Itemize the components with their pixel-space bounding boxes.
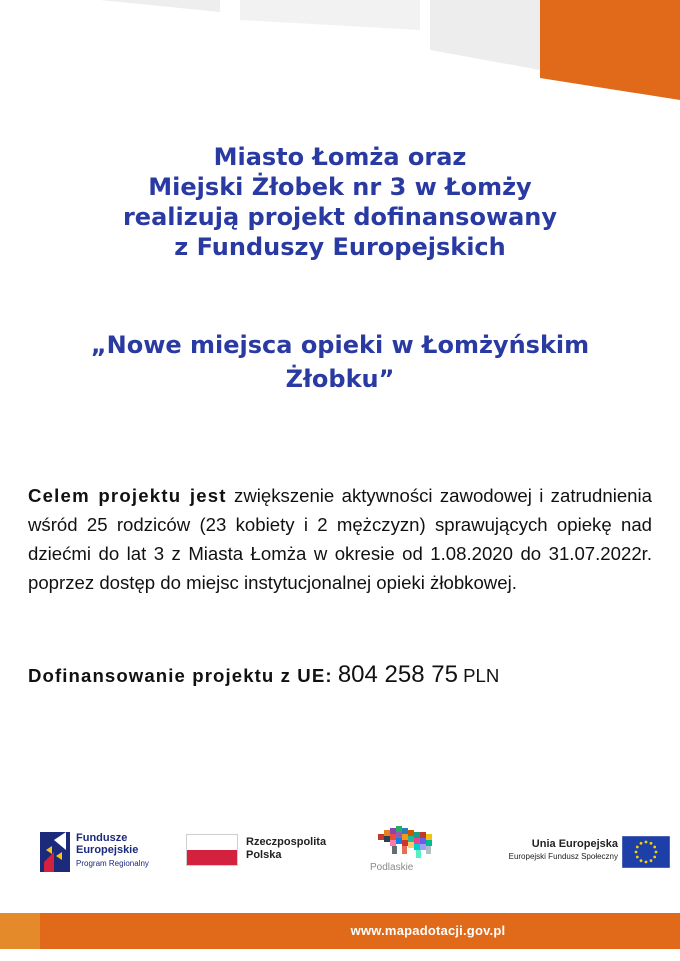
- logos-strip: [0, 822, 680, 882]
- top-decor-orange: [540, 0, 680, 100]
- headline-line: Miasto Łomża oraz: [213, 143, 467, 171]
- project-goal-lead: Celem projektu jest: [28, 485, 227, 506]
- fe-line3: Program Regionalny: [76, 859, 149, 868]
- rp-line1: Rzeczpospolita: [246, 836, 327, 848]
- decor-strip-1: [100, 0, 220, 12]
- fe-line1: Fundusze: [76, 832, 128, 844]
- headline-line: Miejski Żłobek nr 3 w Łomży: [148, 173, 532, 201]
- podlaskie-label: Podlaskie: [370, 862, 414, 873]
- decor-orange-shape: [540, 0, 680, 100]
- top-decor-gray: [100, 0, 540, 70]
- eu-line1: Unia Europejska: [531, 838, 618, 850]
- decor-strip-3: [430, 0, 540, 70]
- funding-label: Dofinansowanie projektu z UE:: [28, 665, 333, 686]
- project-title: [40, 328, 640, 396]
- footer-bar: [0, 913, 680, 949]
- bison-mosaic-icon: [376, 824, 440, 862]
- funding-currency: PLN: [463, 665, 500, 686]
- unia-europejska-text: [509, 838, 618, 861]
- fundusze-europejskie-text: [76, 832, 149, 870]
- funding-line: [28, 660, 652, 691]
- project-goal-paragraph: [28, 481, 652, 597]
- logo-podlaskie: [366, 824, 466, 880]
- headline: [40, 142, 640, 262]
- funding-amount: 804 258 75: [337, 661, 458, 688]
- decor-strip-2: [240, 0, 420, 30]
- project-title-line: „Nowe miejsca opieki w Łomżyńskim: [90, 331, 590, 359]
- rzeczpospolita-polska-text: [246, 836, 326, 862]
- logo-unia-europejska: [508, 836, 678, 876]
- fe-line2: Europejskie: [76, 844, 139, 856]
- logo-rzeczpospolita-polska: [186, 834, 346, 874]
- footer-left-stripe: [0, 913, 40, 949]
- footer-url-link[interactable]: www.mapadotacji.gov.pl: [350, 923, 506, 938]
- headline-line: realizują projekt dofinansowany: [122, 203, 558, 231]
- headline-line: z Funduszy Europejskich: [174, 233, 506, 261]
- rp-line2: Polska: [246, 849, 282, 861]
- project-title-line: Żłobku”: [285, 365, 395, 393]
- eu-line2: Europejski Fundusz Społeczny: [508, 852, 618, 861]
- polish-flag-icon: [186, 834, 238, 866]
- eu-flag-icon: [622, 836, 670, 868]
- project-goal-text: zwiększenie aktywności zawodowej i zatrudnienia wśród 25 rodziców (23 kobiety i 2 mężczyzn) sprawujących opiekę nad dziećmi do lat 3 z Miasta Łomża w okresie od 1.08.2020 do 31.07.2022r. poprzez dostęp do miejsc instytucjonalnej opieki żłobkowej.: [28, 485, 652, 593]
- logo-fundusze-europejskie: [40, 830, 160, 880]
- fundusze-europejskie-emblem-icon: [40, 832, 70, 872]
